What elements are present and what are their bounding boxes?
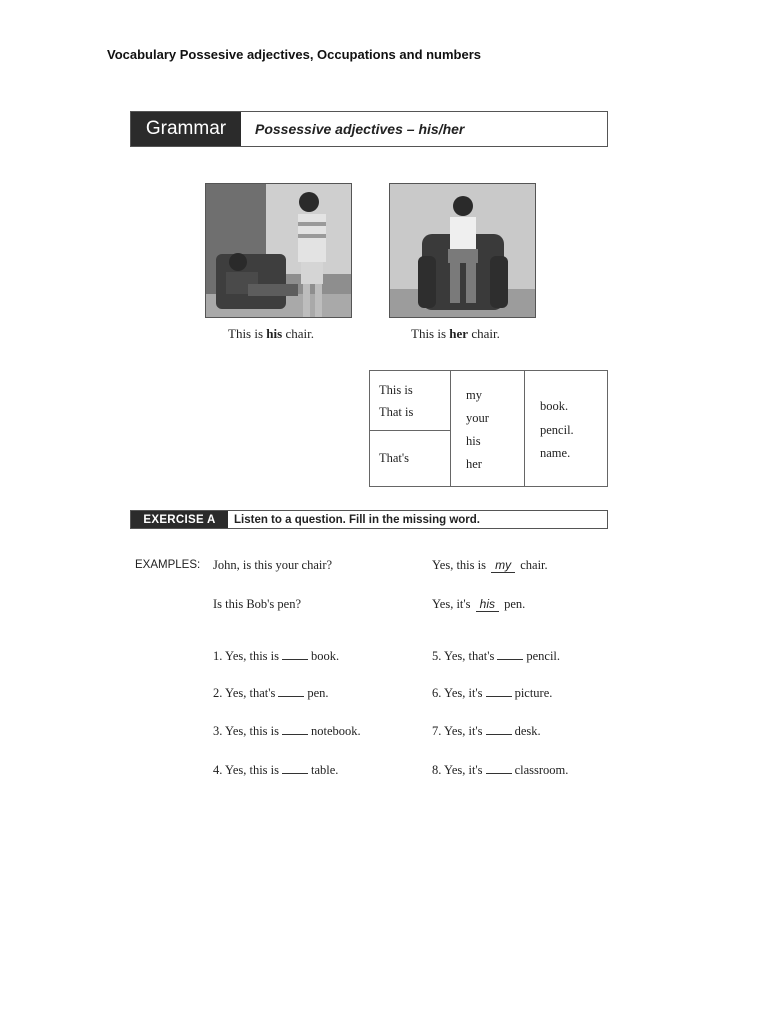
- item-number: 4.: [213, 763, 223, 777]
- photo-his-chair: [205, 183, 352, 318]
- item-text: Yes, it's: [444, 724, 483, 738]
- caption-bold-word: her: [449, 326, 469, 341]
- item-text: desk.: [514, 724, 541, 738]
- answer-blank[interactable]: [486, 686, 512, 697]
- answer-blank[interactable]: [282, 763, 308, 774]
- exercise-item: [213, 724, 361, 739]
- table-cell: her: [466, 457, 482, 471]
- item-number: 1.: [213, 649, 223, 663]
- exercise-instruction: Listen to a question. Fill in the missing word.: [234, 513, 480, 526]
- item-text: book.: [311, 649, 340, 663]
- item-text: Yes, that's: [444, 649, 495, 663]
- possessive-table: [369, 370, 608, 487]
- item-text: pen.: [307, 686, 329, 700]
- exercise-item: [432, 649, 560, 664]
- exercise-item: [432, 686, 552, 701]
- document-title: Vocabulary Possesive adjectives, Occupations and numbers: [107, 47, 482, 62]
- caption-text: chair.: [282, 326, 314, 341]
- caption-text: chair.: [468, 326, 500, 341]
- caption-his-chair: [228, 326, 314, 342]
- item-number: 6.: [432, 686, 442, 700]
- caption-her-chair: [411, 326, 500, 342]
- filled-blank: his: [476, 597, 499, 612]
- answer-text: Yes, this is: [432, 558, 486, 572]
- item-text: Yes, it's: [444, 686, 483, 700]
- item-number: 5.: [432, 649, 442, 663]
- item-number: 7.: [432, 724, 442, 738]
- item-number: 8.: [432, 763, 442, 777]
- table-divider: [450, 371, 451, 486]
- answer-blank[interactable]: [282, 649, 308, 660]
- item-text: picture.: [514, 686, 553, 700]
- answer-text: pen.: [504, 597, 526, 611]
- item-text: Yes, that's: [225, 686, 276, 700]
- photo-her-chair: [389, 183, 536, 318]
- exercise-header: [130, 510, 608, 529]
- exercise-label: EXERCISE A: [131, 511, 228, 528]
- answer-blank[interactable]: [486, 763, 512, 774]
- answer-text: Yes, it's: [432, 597, 471, 611]
- exercise-item: [213, 649, 339, 664]
- item-text: table.: [311, 763, 339, 777]
- table-cell: his: [466, 434, 481, 448]
- table-cell: your: [466, 411, 489, 425]
- item-text: pencil.: [526, 649, 561, 663]
- answer-blank[interactable]: [486, 724, 512, 735]
- grammar-topic: Possessive adjectives – his/her: [255, 121, 465, 137]
- answer-text: chair.: [520, 558, 548, 572]
- item-text: classroom.: [514, 763, 569, 777]
- item-text: Yes, this is: [225, 724, 280, 738]
- table-cell: That's: [379, 451, 410, 465]
- example-answer: [432, 597, 525, 612]
- item-number: 2.: [213, 686, 223, 700]
- item-number: 3.: [213, 724, 223, 738]
- table-divider: [370, 430, 450, 431]
- table-cell: That is: [379, 405, 414, 419]
- answer-blank[interactable]: [497, 649, 523, 660]
- caption-text: This is: [228, 326, 267, 341]
- item-text: Yes, this is: [225, 649, 280, 663]
- item-text: Yes, this is: [225, 763, 280, 777]
- item-text: notebook.: [311, 724, 361, 738]
- grammar-label: Grammar: [131, 112, 241, 146]
- examples-label: EXAMPLES:: [135, 559, 201, 571]
- caption-text: This is: [411, 326, 450, 341]
- exercise-item: [432, 724, 541, 739]
- filled-blank: my: [491, 558, 515, 573]
- grammar-header: [130, 111, 608, 147]
- answer-blank[interactable]: [282, 724, 308, 735]
- example-question: John, is this your chair?: [213, 558, 333, 572]
- example-answer: [432, 558, 548, 573]
- item-text: Yes, it's: [444, 763, 483, 777]
- exercise-item: [213, 686, 329, 701]
- table-cell: This is: [379, 383, 413, 397]
- table-cell: my: [466, 388, 482, 402]
- exercise-item: [213, 763, 338, 778]
- example-question: Is this Bob's pen?: [213, 597, 302, 611]
- table-divider: [524, 371, 525, 486]
- answer-blank[interactable]: [278, 686, 304, 697]
- caption-bold-word: his: [266, 326, 283, 341]
- exercise-item: [432, 763, 568, 778]
- table-cell: book.: [540, 399, 569, 413]
- table-cell: name.: [540, 446, 571, 460]
- table-cell: pencil.: [540, 423, 574, 437]
